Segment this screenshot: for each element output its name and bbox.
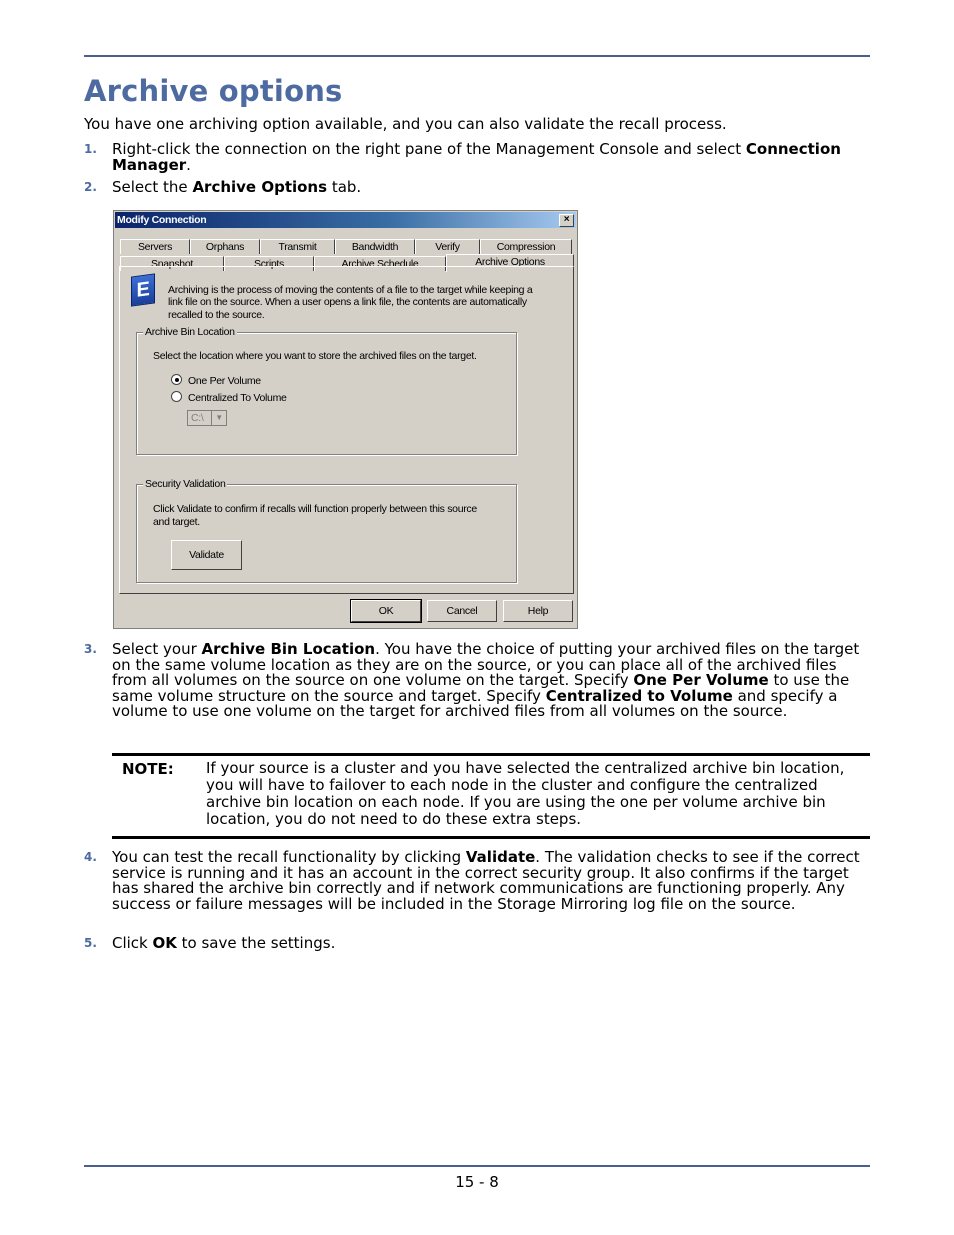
text-run: Click <box>112 934 153 952</box>
text-run: and specify a volume to use one volume on the target for archived files from all volumes on the source. <box>112 686 838 721</box>
step-4 <box>84 850 870 912</box>
tab-snapshot[interactable]: Snapshot <box>120 256 224 271</box>
help-button[interactable]: Help <box>503 600 573 622</box>
validate-button[interactable]: Validate <box>171 540 242 570</box>
step-number: 3. <box>84 642 97 656</box>
volume-select[interactable] <box>187 410 227 426</box>
text-run: Select your <box>112 640 202 658</box>
note-box <box>112 753 870 839</box>
header-rule <box>84 55 870 57</box>
tab-scripts[interactable]: Scripts <box>224 256 314 271</box>
tab-orphans[interactable]: Orphans <box>190 239 260 254</box>
dialog-title: Modify Connection <box>117 214 207 226</box>
tab-archive-options[interactable]: Archive Options <box>446 254 574 272</box>
chevron-down-icon: ▼ <box>211 411 226 425</box>
step-1 <box>84 142 870 173</box>
step-text <box>112 936 870 952</box>
step-text <box>112 142 870 173</box>
step-number: 5. <box>84 936 97 950</box>
security-validation-group <box>136 478 517 583</box>
archive-bin-instruction: Select the location where you want to store the archived files on the target. <box>153 350 477 362</box>
text-run: Select the <box>112 178 193 196</box>
note-text: If your source is a cluster and you have selected the centralized archive bin location, you will have to failover to each node in the cluster and configure the centralized archive bin location on each node. If you are using the one per volume archive bin location, you do not need to do these extra steps. <box>206 759 845 828</box>
step-number: 4. <box>84 850 97 864</box>
modify-connection-dialog <box>113 210 578 629</box>
step-text <box>112 642 870 720</box>
tab-transmit[interactable]: Transmit <box>260 239 335 254</box>
volume-select-value: C:\ <box>191 412 204 424</box>
step-2 <box>84 180 870 196</box>
archive-bin-location-legend: Archive Bin Location <box>145 326 235 338</box>
tab-compression[interactable]: Compression <box>480 239 572 254</box>
centralized-to-volume-radio[interactable] <box>171 391 287 405</box>
footer-rule <box>84 1165 870 1167</box>
tab-verify[interactable]: Verify <box>415 239 480 254</box>
bold-term: Centralized to Volume <box>545 686 733 705</box>
step-3 <box>84 642 870 720</box>
bold-term: One Per Volume <box>633 671 769 690</box>
step-text <box>112 850 870 912</box>
step-number: 2. <box>84 180 97 194</box>
text-run: to use the same volume structure on the source and target. Specify <box>112 671 850 705</box>
step-5 <box>84 936 870 952</box>
archive-bin-location-group <box>136 326 517 455</box>
step-text <box>112 180 870 196</box>
bold-term: Validate <box>465 848 536 866</box>
centralized-to-volume-label: Centralized To Volume <box>188 392 287 404</box>
step-number: 1. <box>84 142 97 156</box>
note-label: NOTE: <box>122 760 174 778</box>
text-run: You can test the recall functionality by clicking <box>112 848 466 866</box>
text-run: . <box>186 155 191 174</box>
security-validation-instruction: Click Validate to confirm if recalls will function properly between this source and target. <box>153 503 477 528</box>
close-icon[interactable]: × <box>559 214 574 227</box>
radio-unchecked-icon <box>171 391 182 402</box>
text-run: . The validation checks to see if the correct service is running and it has an account in the correct security group. It also confirms if the target has shared the archive bin correctly and if network communications are functioning properly. Any success or failure messages will be included in the Storage Mirroring log file on the source. <box>112 848 860 913</box>
archive-info-text: Archiving is the process of moving the contents of a file to the target while keeping a link file on the source. When a user opens a link file, the contents are automatically recalled to the source. <box>168 284 533 321</box>
text-run: . You have the choice of putting your archived files on the target on the same volume location as they are on the source, or you can place all of the archived files from all volumes on the source on one volume on the target. Specify <box>112 640 860 690</box>
text-run: Right-click the connection on the right pane of the Management Console and select <box>112 140 746 158</box>
tab-bandwidth[interactable]: Bandwidth <box>335 239 415 254</box>
tab-archive-schedule[interactable]: Archive Schedule <box>314 256 446 271</box>
text-run: tab. <box>327 178 362 196</box>
text-run: to save the settings. <box>176 934 336 952</box>
bold-term: OK <box>152 934 177 952</box>
intro-paragraph: You have one archiving option available, and you can also validate the recall process. <box>84 115 727 133</box>
security-validation-legend: Security Validation <box>145 478 226 490</box>
page-number: 15 - 8 <box>455 1173 499 1191</box>
radio-checked-icon <box>171 374 182 385</box>
cancel-button[interactable]: Cancel <box>427 600 497 622</box>
one-per-volume-label: One Per Volume <box>188 375 261 387</box>
bold-term: Archive Bin Location <box>201 640 376 658</box>
tab-servers[interactable]: Servers <box>120 239 190 254</box>
ok-button[interactable]: OK <box>351 600 421 622</box>
dialog-titlebar <box>115 212 576 228</box>
bold-term: Connection Manager <box>112 140 841 174</box>
page-title: Archive options <box>84 74 343 108</box>
archive-info-icon: E <box>131 273 155 306</box>
one-per-volume-radio[interactable] <box>171 374 261 388</box>
bold-term: Archive Options <box>192 178 328 196</box>
